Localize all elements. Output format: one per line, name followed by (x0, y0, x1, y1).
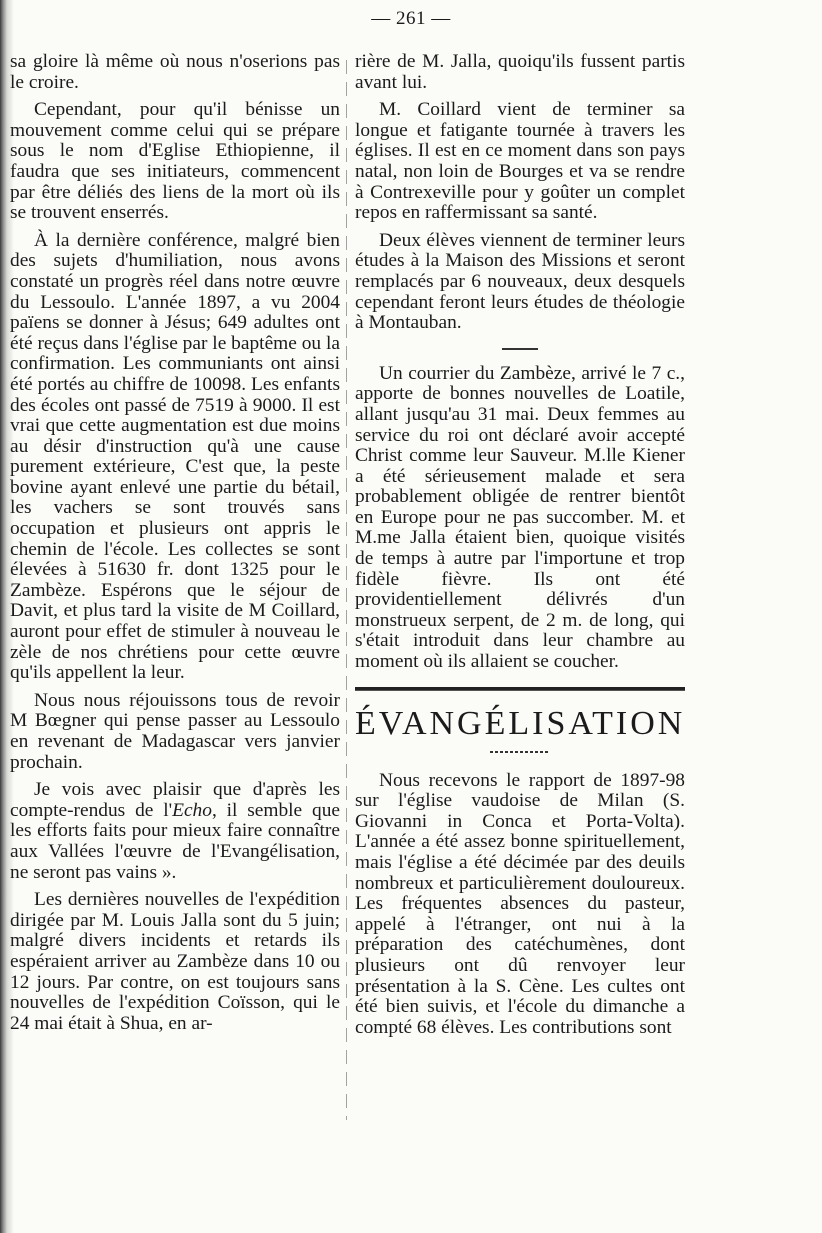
heading-ornament (490, 749, 550, 755)
paragraph: Deux élèves viennent de terminer leurs études à la Maison des Missions et seront remplacés par 6 nouveaux, deux desquels cependant feront leurs études de théologie à Montauban. (355, 229, 685, 334)
left-column (10, 52, 340, 1041)
column-divider (346, 60, 347, 1120)
page-number: — 261 — (371, 8, 451, 29)
paragraph-text: , il semble que les efforts faits pour mieux faire connaître aux Vallées l'œuvre de l'Evangélisation, ne seront pas vains ». (10, 799, 340, 883)
italic-title: Echo (172, 799, 212, 821)
paragraph-text: Je vois avec plaisir que d'après les compte-rendus de l' (10, 779, 340, 821)
horizontal-rule (355, 687, 685, 691)
paragraph (10, 780, 340, 883)
paragraph: M. Coillard vient de terminer sa longue et fatigante tournée à travers les églises. Il est en ce moment dans son pays natal, non loin de Bourges et va se rendre à Contrexeville pour y goûter un complet repos en raffermissant sa santé. (355, 99, 685, 224)
right-column (355, 52, 685, 1045)
paragraph: Cependant, pour qu'il bénisse un mouvement comme celui qui se prépare sous le nom d'Eglise Ethiopienne, il faudra que ses initiateurs, commencent par être déliés des liens de la mort où ils se trouvent enserrés. (10, 99, 340, 224)
paragraph: Les dernières nouvelles de l'expédition dirigée par M. Louis Jalla sont du 5 juin; malgré divers incidents et retards ils espéraient arriver au Zambèze dans 10 ou 12 jours. Par contre, on est toujours sans nouvelles de l'expédition Coïsson, qui le 24 mai était à Shua, en ar- (10, 889, 340, 1034)
paragraph: Nous recevons le rapport de 1897-98 sur l'église vaudoise de Milan (S. Giovanni in Conca et Porta-Volta). L'année a été assez bonne spirituellement, mais l'église a été décimée par des deuils nombreux et particulièrement douloureux. Les fréquentes absences du pasteur, appelé à l'étranger, ont nui à la préparation des catéchumènes, dont plusieurs ont dû renvoyer leur présentation à la S. Cène. Les cultes ont été bien suivis, et l'école du dimanche a compté 68 élèves. Les contributions sont (355, 769, 685, 1038)
section-heading: ÉVANGÉLISATION (355, 704, 686, 742)
paragraph: Nous nous réjouissons tous de revoir M Bœgner qui pense passer au Lessoulo en revenant de Madagascar vers janvier prochain. (10, 689, 340, 773)
section-separator (502, 348, 538, 350)
paragraph: sa gloire là même où nous n'oserions pas le croire. (10, 51, 340, 93)
paragraph: À la dernière conférence, malgré bien des sujets d'humiliation, nous avons constaté un progrès réel dans notre œuvre du Lessoulo. L'année 1897, a vu 2004 païens se donner à Jésus; 649 adultes ont été reçus dans l'église par le baptême ou la confirmation. Les communiants ont ainsi été portés au chiffre de 10098. Les enfants des écoles ont passé de 7519 à 9000. Il est vrai que cette augmentation est due moins au désir d'instruction qu'à une cause purement extérieure, C'est que, la peste bovine ayant enlevé une partie du bétail, les vachers se sont trouvés sans occupation et plusieurs ont appris le chemin de l'école. Les collectes se sont élevées à 51630 fr. dont 1325 pour le Zambèze. Espérons que le séjour de Davit, et plus tard la visite de M Coillard, auront pour effet de stimuler à nouveau le zèle de nos chrétiens pour cette œuvre qu'ils appellent la leur. (10, 229, 340, 684)
paragraph: rière de M. Jalla, quoiqu'ils fussent partis avant lui. (355, 51, 685, 93)
paragraph: Un courrier du Zambèze, arrivé le 7 c., apporte de bonnes nouvelles de Loatile, allant jusqu'au 31 mai. Deux femmes au service du roi ont déclaré avoir accepté Christ comme leur Sauveur. M.lle Kiener a été sérieusement malade et sera probablement obligée de rentrer bientôt en Europe pour ne pas succomber. M. et M.me Jalla étaient bien, quoique visités de temps à autre par l'importune et trop fidèle fièvre. Ils ont été providentiellement délivrés d'un monstrueux serpent, de 2 m. de long, qui s'était introduit dans leur chambre au moment où ils allaient se coucher. (355, 362, 685, 673)
